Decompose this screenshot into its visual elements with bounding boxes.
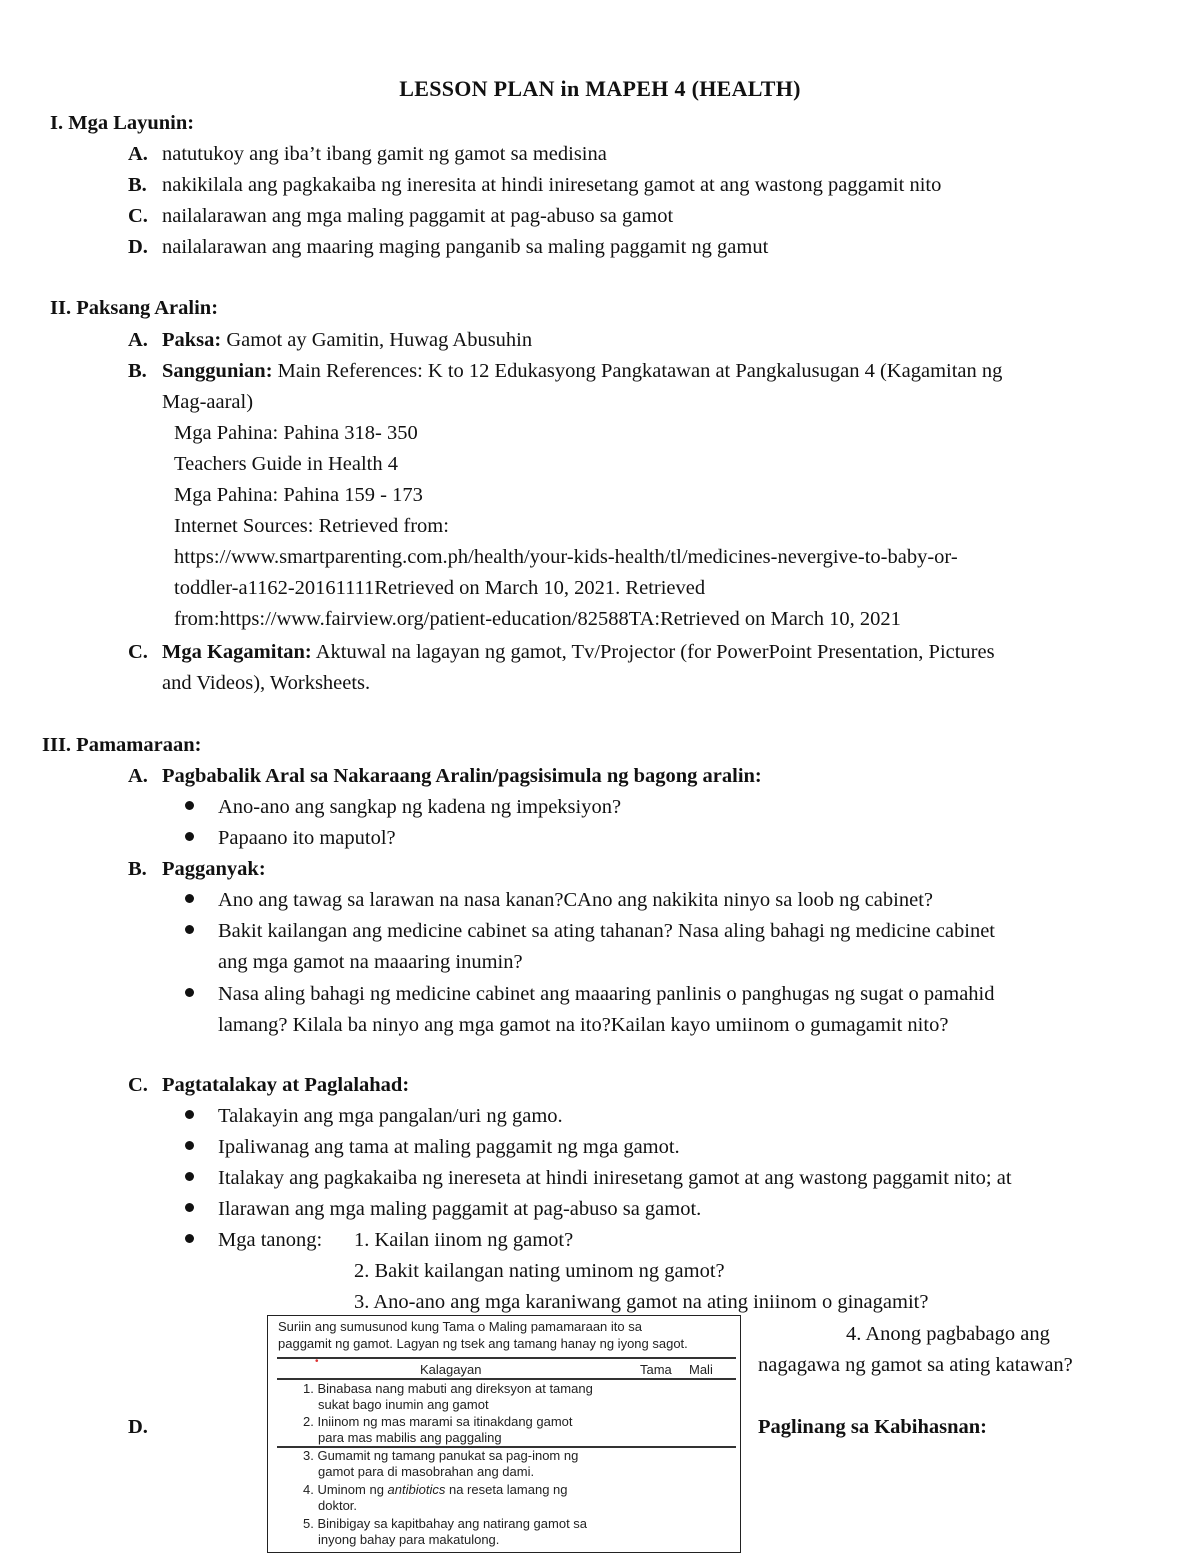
list-item: Bakit kailangan ang medicine cabinet sa ating tahanan? Nasa aling bahagi ng medicine cabinet [218,920,995,942]
section-3-heading: III. Pamamaraan: [42,734,202,756]
worksheet-row-cont: inyong bahay para makatulong. [318,1532,500,1547]
bullet-icon [185,1203,194,1212]
reference-line: Internet Sources: Retrieved from: [174,515,449,537]
reference-line: Mga Pahina: Pahina 159 - 173 [174,484,423,506]
kagamitan-text: Aktuwal na lagayan ng gamot, Tv/Projector (for PowerPoint Presentation, Pictures [315,641,995,663]
list-item: Ano-ano ang sangkap ng kadena ng impeksiyon? [218,796,622,818]
sanggunian-text: Main References: K to 12 Edukasyong Pangkatawan at Pangkalusugan 4 (Kagamitan ng [277,360,1003,382]
paksa-label: A. [128,329,148,351]
worksheet-instruction: paggamit ng gamot. Lagyan ng tsek ang tamang hanay ng iyong sagot. [278,1336,688,1351]
question-item: 3. Ano-ano ang mga karaniwang gamot na ating iniinom o ginagamit? [354,1291,929,1313]
worksheet-row: 1. Binabasa nang mabuti ang direksyon at tamang [303,1381,593,1396]
worksheet-row: 5. Binibigay sa kapitbahay ang natirang gamot sa [303,1516,588,1531]
question-item: 1. Kailan iinom ng gamot? [354,1229,574,1251]
objective-d-label: D. [128,236,148,258]
question-item-cont: nagagawa ng gamot sa ating katawan? [758,1354,1073,1376]
bullet-icon [185,1141,194,1150]
bullet-icon [185,925,194,934]
step-c-label: C. [128,1074,148,1096]
sanggunian-line [162,361,1002,382]
kagamitan-line [162,642,995,663]
kagamitan-label: C. [128,641,148,663]
objective-b-text: nakikilala ang pagkakaiba ng ineresita at hindi iniresetang gamot at ang wastong paggamit nito [162,174,942,196]
page-title: LESSON PLAN in MAPEH 4 (HEALTH) [399,76,801,101]
worksheet-row-cont: gamot para di masobrahan ang dami. [318,1464,535,1479]
list-item: Talakayin ang mga pangalan/uri ng gamo. [218,1105,563,1127]
paksa-line [162,330,532,351]
reference-line: Teachers Guide in Health 4 [174,453,398,475]
step-d-heading: Paglinang sa Kabihasnan: [758,1416,987,1438]
worksheet-instruction: Suriin ang sumusunod kung Tama o Maling pamamaraan ito sa [278,1319,642,1334]
divider [277,1357,736,1359]
bullet-icon [185,894,194,903]
bullet-icon [185,988,194,997]
objective-c-text: nailalarawan ang mga maling paggamit at pag-abuso sa gamot [162,205,674,227]
list-item-cont: ang mga gamot na maaaring inumin? [218,951,523,973]
step-c-heading: Pagtatalakay at Paglalahad: [162,1074,410,1096]
step-d-label: D. [128,1416,148,1438]
bullet-icon [185,1172,194,1181]
reference-line: toddler-a1162-20161111Retrieved on March 10, 2021. Retrieved [174,577,706,599]
question-item: 2. Bakit kailangan nating uminom ng gamot? [354,1260,725,1282]
worksheet-row: 3. Gumamit ng tamang panukat sa pag-inom ng [303,1448,579,1463]
bullet-icon [185,1234,194,1243]
reference-url[interactable]: from:https://www.fairview.org/patient-education/82588TA:Retrieved on March 10, 2021 [174,608,901,630]
sanggunian-key: Sanggunian: [162,360,273,382]
objective-b-label: B. [128,174,147,196]
worksheet-row [303,1483,568,1496]
worksheet-row-text: na reseta lamang ng [445,1482,568,1497]
objective-a-label: A. [128,143,148,165]
list-item: Papaano ito maputol? [218,827,396,849]
kagamitan-text-cont: and Videos), Worksheets. [162,672,371,694]
list-item: Ano ang tawag sa larawan na nasa kanan?CAno ang nakikita ninyo sa loob ng cabinet? [218,889,933,911]
section-2-heading: II. Paksang Aralin: [50,297,219,319]
worksheet-row-cont: para mas mabilis ang paggaling [318,1430,502,1445]
kagamitan-key: Mga Kagamitan: [162,641,312,663]
step-a-heading: Pagbabalik Aral sa Nakaraang Aralin/pagsisimula ng bagong aralin: [162,765,762,787]
list-item: Nasa aling bahagi ng medicine cabinet ang maaaring panlinis o panghugas ng sugat o pamahid [218,983,995,1005]
worksheet-row: 2. Iniinom ng mas marami sa itinakdang gamot [303,1414,573,1429]
questions-label: Mga tanong: [218,1229,323,1251]
objective-c-label: C. [128,205,148,227]
worksheet-row-cont: doktor. [318,1498,358,1513]
objective-d-text: nailalarawan ang maaring maging panganib sa maling paggamit ng gamut [162,236,769,258]
worksheet-table [267,1315,741,1553]
reference-line: Mag-aaral) [162,391,254,413]
sanggunian-label: B. [128,360,147,382]
step-b-label: B. [128,858,147,880]
divider [277,1378,736,1380]
bullet-icon [185,832,194,841]
question-item: 4. Anong pagbabago ang [846,1323,1050,1345]
list-item: Ipaliwanag ang tama at maling paggamit ng mga gamot. [218,1136,680,1158]
worksheet-row-text: 4. Uminom ng [303,1482,388,1497]
reference-url[interactable]: https://www.smartparenting.com.ph/health/your-kids-health/tl/medicines-nevergive-to-baby-or- [174,546,958,568]
section-1-heading: I. Mga Layunin: [50,112,195,134]
column-header-kalagayan: Kalagayan [420,1362,482,1377]
objective-a-text: natutukoy ang iba’t ibang gamit ng gamot sa medisina [162,143,607,165]
paksa-text: Gamot ay Gamitin, Huwag Abusuhin [226,329,533,351]
list-item: Ilarawan ang mga maling paggamit at pag-abuso sa gamot. [218,1198,702,1220]
list-item-cont: lamang? Kilala ba ninyo ang mga gamot na ito?Kailan kayo umiinom o gumagamit nito? [218,1014,949,1036]
column-header-tama: Tama [640,1362,672,1377]
mark-icon: • [315,1356,319,1367]
worksheet-row-emphasis: antibiotics [387,1482,446,1497]
worksheet-row-cont: sukat bago inumin ang gamot [318,1397,489,1412]
list-item: Italakay ang pagkakaiba ng inereseta at hindi iniresetang gamot at ang wastong paggamit nito; at [218,1167,1012,1189]
paksa-key: Paksa: [162,329,222,351]
bullet-icon [185,801,194,810]
bullet-icon [185,1110,194,1119]
step-a-label: A. [128,765,148,787]
reference-line: Mga Pahina: Pahina 318- 350 [174,422,418,444]
step-b-heading: Pagganyak: [162,858,266,880]
column-header-mali: Mali [689,1362,713,1377]
